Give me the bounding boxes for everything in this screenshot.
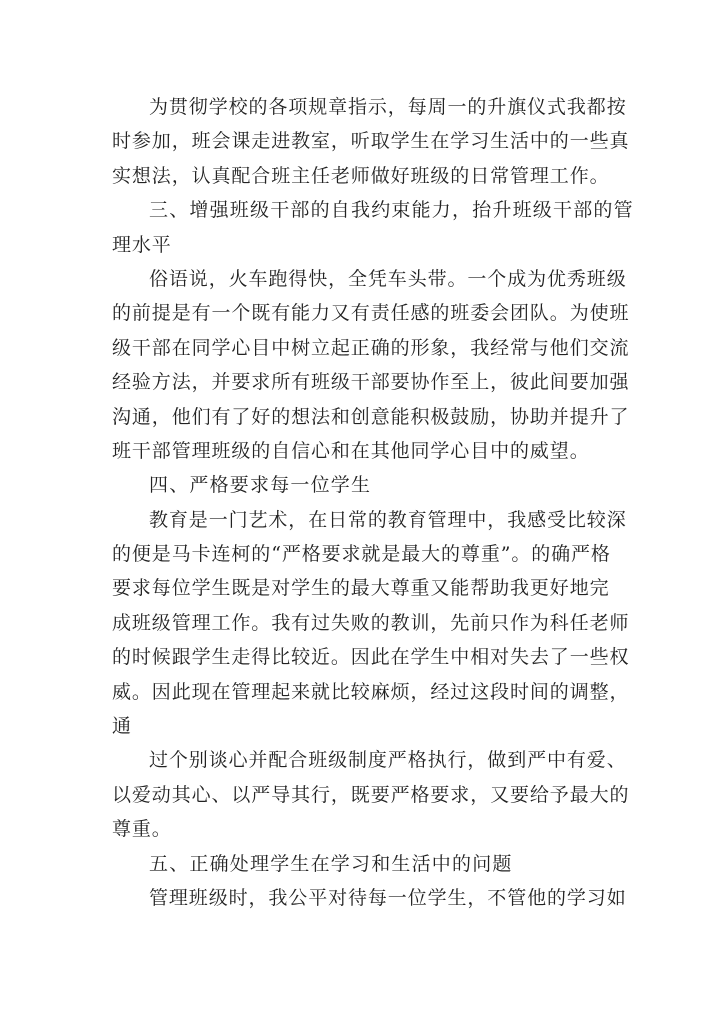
paragraph-line: 过个别谈心并配合班级制度严格执行，做到严中有爱、 xyxy=(149,749,627,772)
paragraph-line: 教育是一门艺术，在日常的教育管理中，我感受比较深 xyxy=(149,508,627,531)
paragraph-line: 威。因此现在管理起来就比较麻烦，经过这段时间的调整， xyxy=(112,680,630,703)
section-heading-3-continued: 理水平 xyxy=(112,233,172,256)
paragraph-line: 实想法，认真配合班主任老师做好班级的日常管理工作。 xyxy=(112,164,610,187)
paragraph-line: 成班级管理工作。我有过失败的教训，先前只作为科任老师 xyxy=(112,611,630,634)
paragraph-line: 的前提是有一个既有能力又有责任感的班委会团队。为使班 xyxy=(112,302,630,325)
paragraph-line: 以爱动其心、以严导其行，既要严格要求，又要给予最大的 xyxy=(112,783,630,806)
section-heading-4: 四、严格要求每一位学生 xyxy=(149,474,372,497)
paragraph-line: 时参加，班会课走进教室，听取学生在学习生活中的一些真 xyxy=(112,130,630,153)
section-heading-5: 五、正确处理学生在学习和生活中的问题 xyxy=(149,852,513,875)
paragraph-line: 班干部管理班级的自信心和在其他同学心目中的威望。 xyxy=(112,439,590,462)
paragraph-line: 管理班级时，我公平对待每一位学生，不管他的学习如 xyxy=(149,886,627,909)
paragraph-line: 的便是马卡连柯的“严格要求就是最大的尊重”。的确严格 xyxy=(112,543,611,566)
paragraph-line: 要求每位学生既是对学生的最大尊重又能帮助我更好地完 xyxy=(112,577,610,600)
paragraph-line: 尊重。 xyxy=(112,818,172,841)
section-heading-3: 三、增强班级干部的自我约束能力，抬升班级干部的管 xyxy=(149,199,634,222)
paragraph-line: 沟通，他们有了好的想法和创意能积极鼓励，协助并提升了 xyxy=(112,405,630,428)
paragraph-line: 级干部在同学心目中树立起正确的形象，我经常与他们交流 xyxy=(112,336,630,359)
paragraph-line: 为贯彻学校的各项规章指示，每周一的升旗仪式我都按 xyxy=(149,96,627,118)
paragraph-line: 通 xyxy=(112,715,132,738)
body-text xyxy=(112,90,634,915)
paragraph-line: 的时候跟学生走得比较近。因此在学生中相对失去了一些权 xyxy=(112,646,630,669)
paragraph-line: 俗语说，火车跑得快，全凭车头带。一个成为优秀班级 xyxy=(149,267,627,290)
paragraph-line: 经验方法，并要求所有班级干部要协作至上，彼此间要加强 xyxy=(112,371,630,394)
